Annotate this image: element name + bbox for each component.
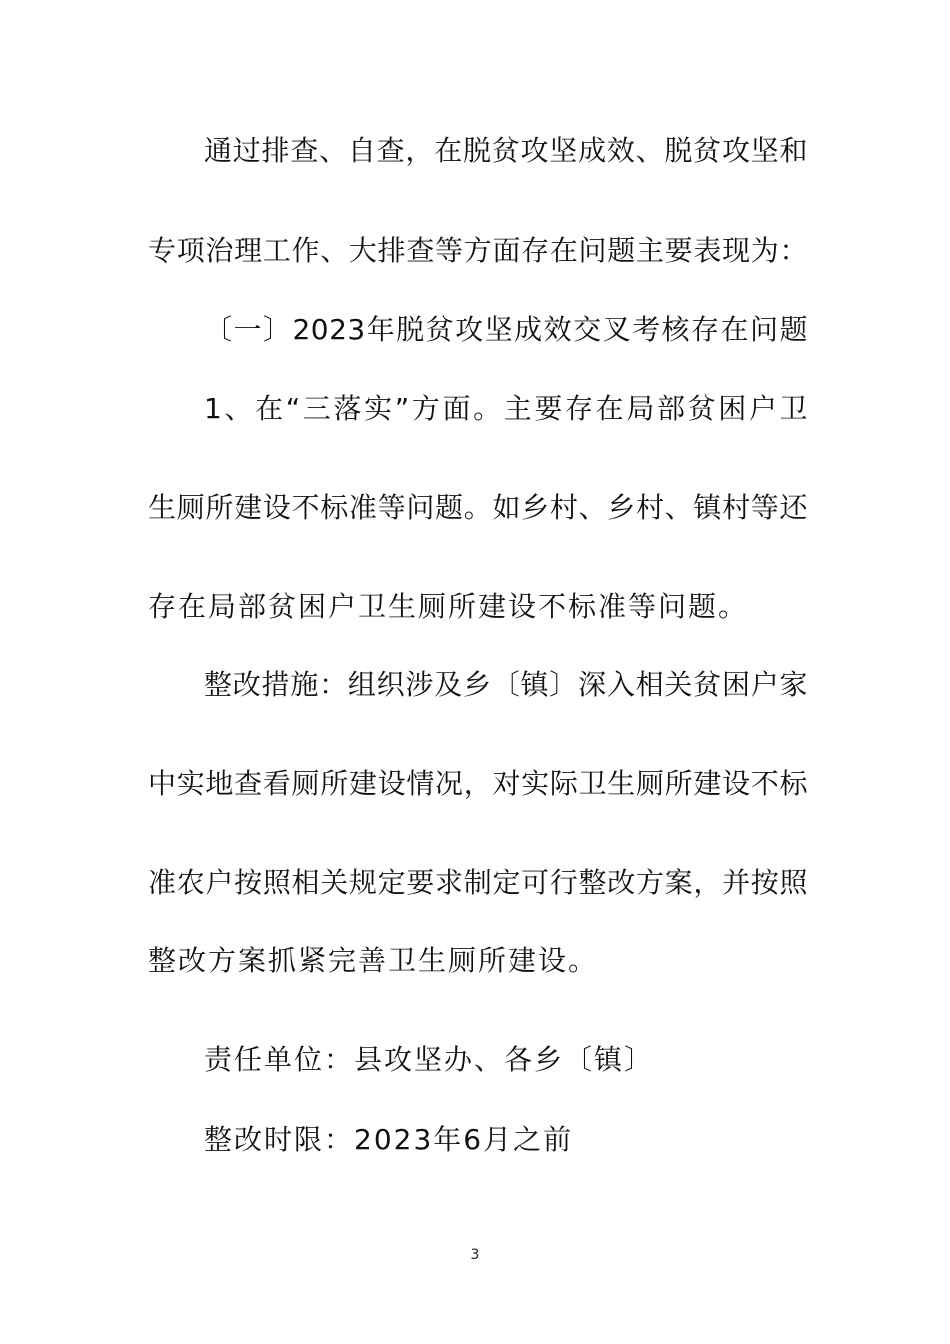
paragraph-3-line-3: 准农户按照相关规定要求制定可行整改方案，并按照 (148, 866, 808, 899)
paragraph-2-line-3: 存在局部贫困户卫生厕所建设不标准等问题。 (148, 590, 749, 623)
deadline: 整改时限：2023年6月之前 (204, 1123, 574, 1156)
paragraph-1-line-1: 通过排查、自查，在脱贫攻坚成效、脱贫攻坚和 (204, 134, 808, 167)
paragraph-3-line-2: 中实地查看厕所建设情况，对实际卫生厕所建设不标 (148, 767, 808, 800)
paragraph-2-line-1: 1、在“三落实”方面。主要存在局部贫困户卫 (204, 392, 808, 425)
section-heading: 〔一〕2023年脱贫攻坚成效交叉考核存在问题 (204, 313, 808, 346)
paragraph-3-line-1: 整改措施：组织涉及乡〔镇〕深入相关贫困户家 (204, 668, 808, 701)
paragraph-2-line-2: 生厕所建设不标准等问题。如乡村、乡村、镇村等还 (148, 491, 808, 524)
page-number: 3 (470, 1247, 480, 1263)
responsible-unit: 责任单位：县攻坚办、各乡〔镇〕 (204, 1043, 655, 1076)
paragraph-1-line-2: 专项治理工作、大排查等方面存在问题主要表现为： (148, 234, 808, 267)
paragraph-3-line-4: 整改方案抓紧完善卫生厕所建设。 (148, 944, 599, 977)
